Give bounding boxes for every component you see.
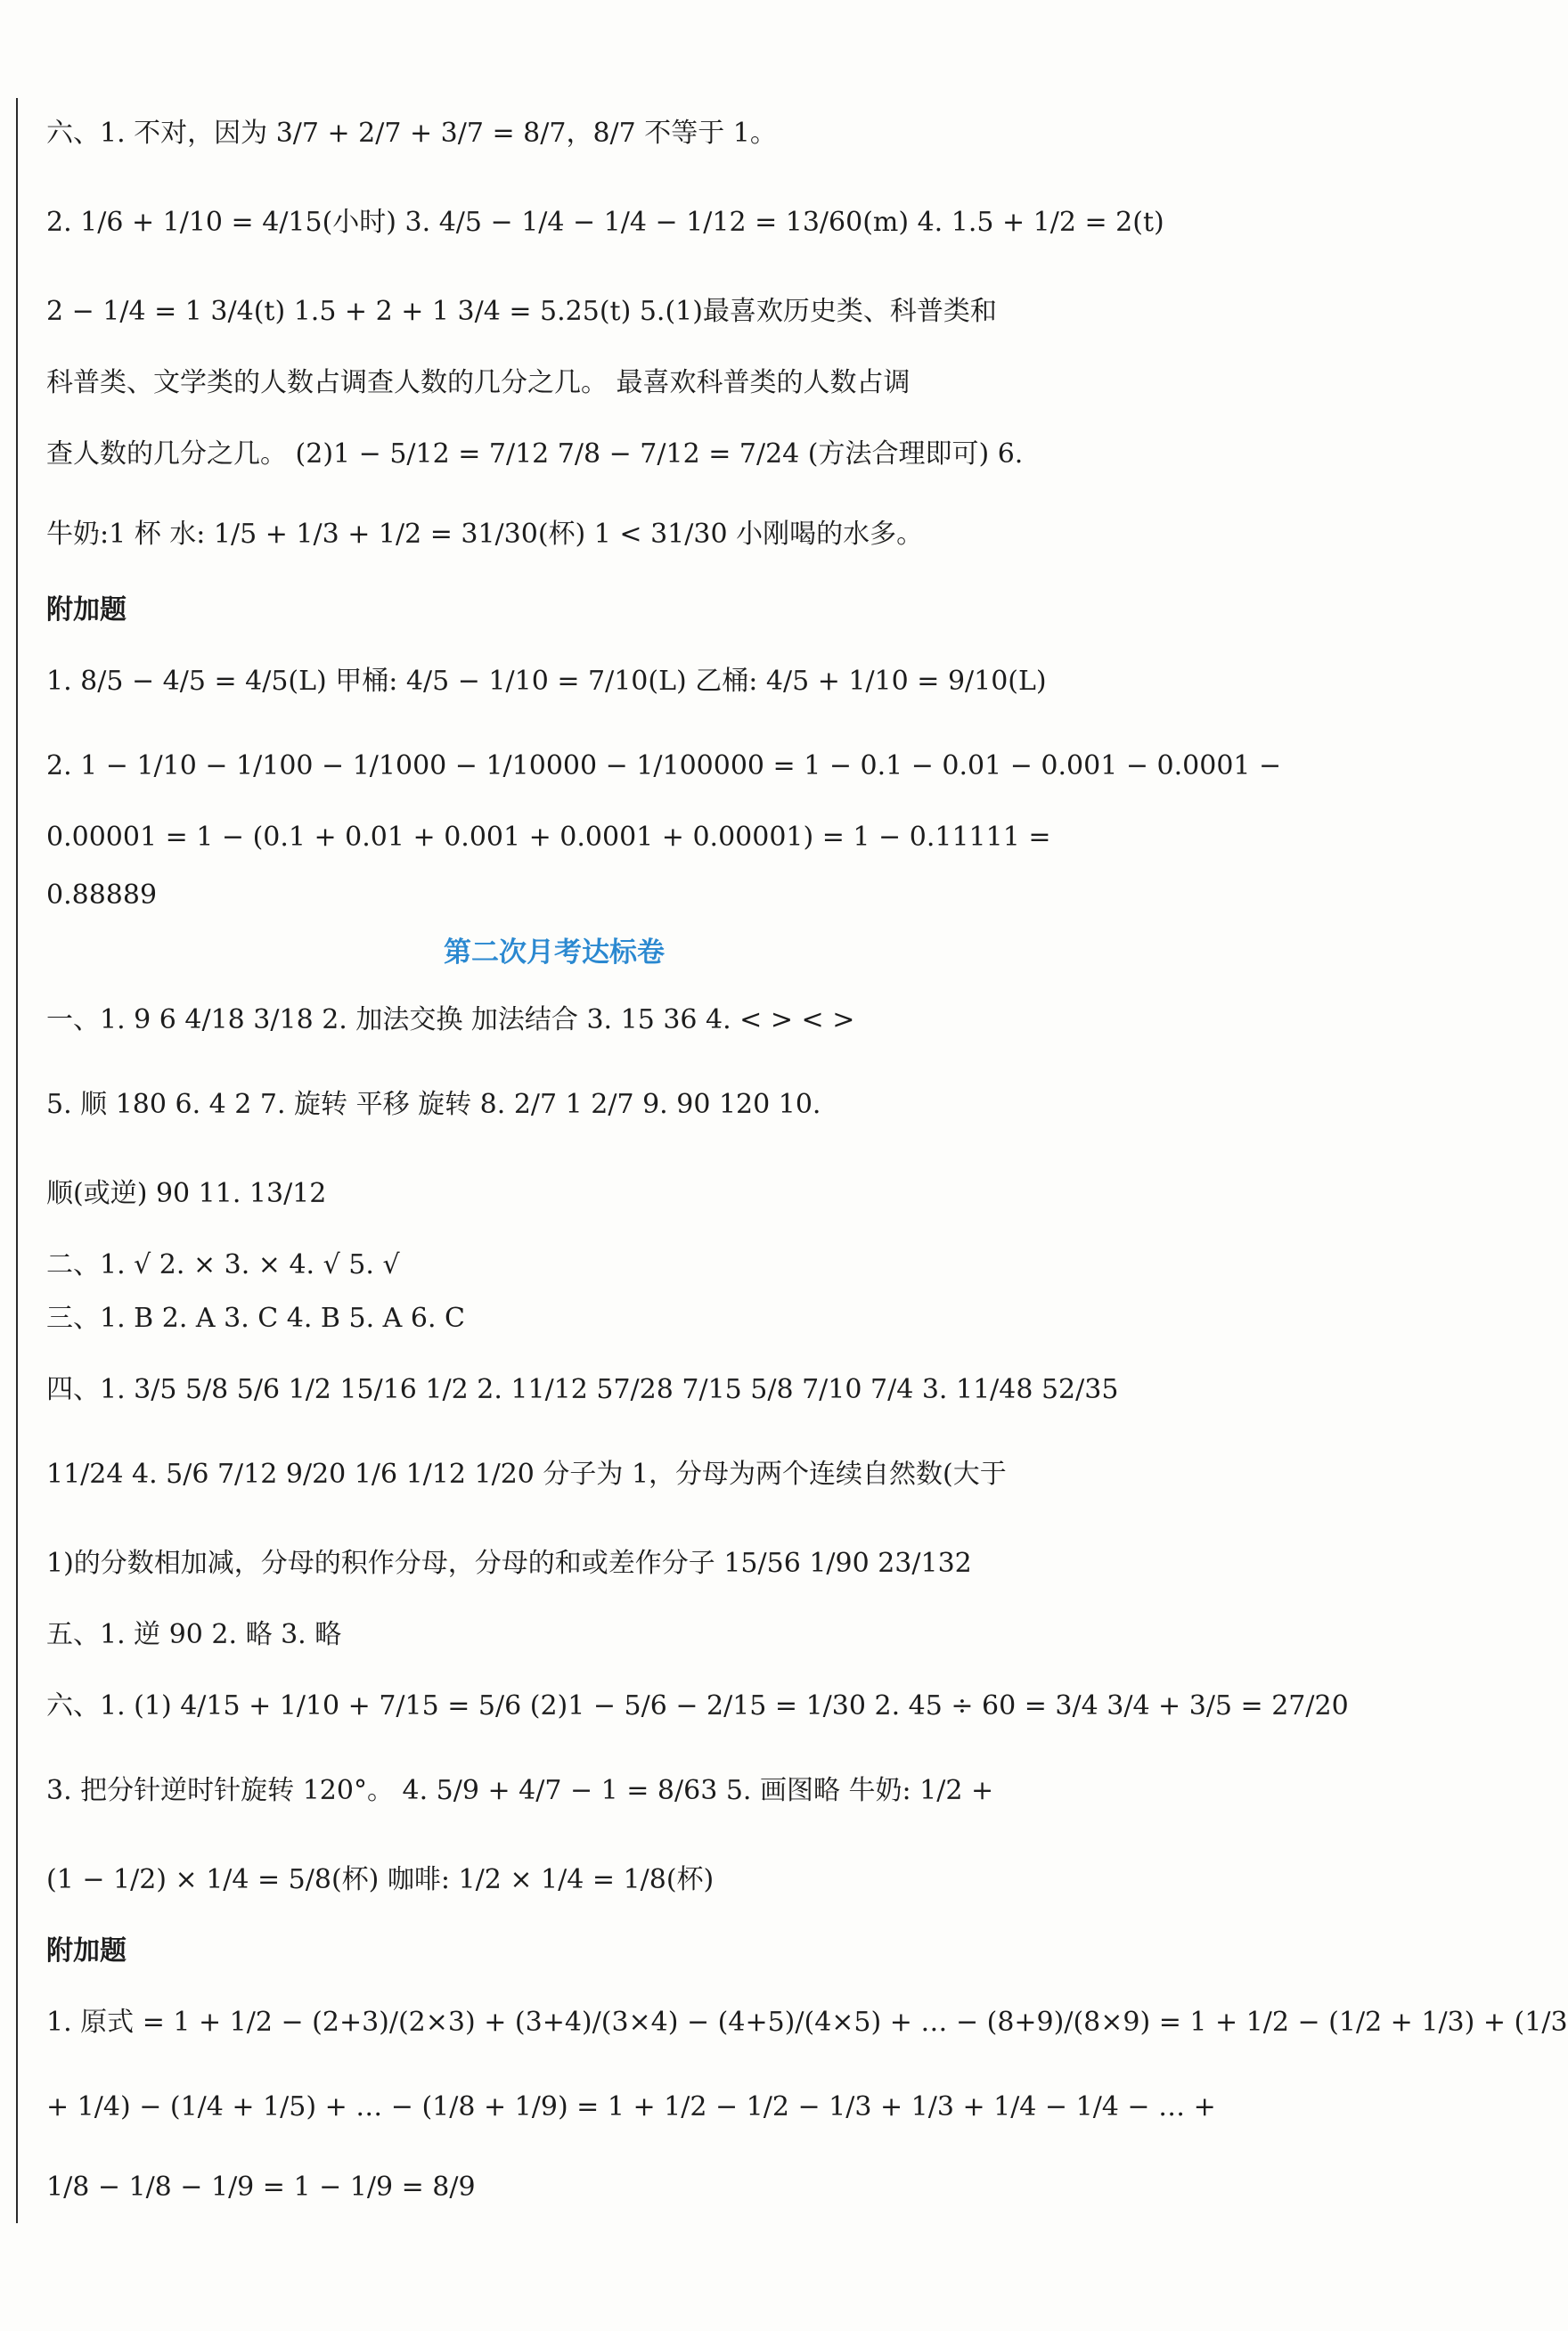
answer-line: 五、1. 逆 90 2. 略 3. 略	[46, 1619, 342, 1650]
answer-line: 科普类、文学类的人数占调查人数的几分之几。 最喜欢科普类的人数占调	[46, 367, 911, 398]
answer-line: 0.00001 = 1 − (0.1 + 0.01 + 0.001 + 0.0001 + 0.00001) = 1 − 0.11111 =	[46, 822, 1051, 853]
answer-line: 一、1. 9 6 4/18 3/18 2. 加法交换 加法结合 3. 15 36 4. < > < >	[46, 1004, 855, 1035]
answer-line: 1. 8/5 − 4/5 = 4/5(L) 甲桶: 4/5 − 1/10 = 7/10(L) 乙桶: 4/5 + 1/10 = 9/10(L)	[46, 666, 1047, 697]
answer-line: 二、1. √ 2. × 3. × 4. √ 5. √	[46, 1249, 400, 1280]
answer-line: 2. 1 − 1/10 − 1/100 − 1/1000 − 1/10000 − 1/100000 = 1 − 0.1 − 0.01 − 0.001 − 0.0001 −	[46, 750, 1282, 781]
answer-line: 顺(或逆) 90 11. 13/12	[46, 1178, 327, 1209]
answer-line: 2 − 1/4 = 1 3/4(t) 1.5 + 2 + 1 3/4 = 5.25(t) 5.(1)最喜欢历史类、科普类和	[46, 296, 997, 327]
answer-line: (1 − 1/2) × 1/4 = 5/8(杯) 咖啡: 1/2 × 1/4 = 1/8(杯)	[46, 1864, 715, 1895]
answer-line: 3. 把分针逆时针旋转 120°。 4. 5/9 + 4/7 − 1 = 8/63 5. 画图略 牛奶: 1/2 +	[46, 1775, 994, 1806]
answer-line: 1. 原式 = 1 + 1/2 − (2+3)/(2×3) + (3+4)/(3×4) − (4+5)/(4×5) + … − (8+9)/(8×9) = 1 + 1/2 − (1/2 + 1/3) + (1/3	[46, 2007, 1568, 2038]
answer-line: 六、1. 不对，因为 3/7 + 2/7 + 3/7 = 8/7，8/7 不等于 1。	[46, 118, 777, 149]
page-margin-rule	[16, 98, 18, 2223]
answer-line: 11/24 4. 5/6 7/12 9/20 1/6 1/12 1/20 分子为 1，分母为两个连续自然数(大于	[46, 1459, 1007, 1490]
section-title: 第二次月考达标卷	[444, 936, 665, 969]
answer-line: 查人数的几分之几。 (2)1 − 5/12 = 7/12 7/8 − 7/12 = 7/24 (方法合理即可) 6.	[46, 438, 1024, 470]
answer-line: 牛奶:1 杯 水: 1/5 + 1/3 + 1/2 = 31/30(杯) 1 < 31/30 小刚喝的水多。	[46, 519, 924, 550]
answer-line: 5. 顺 180 6. 4 2 7. 旋转 平移 旋转 8. 2/7 1 2/7 9. 90 120 10.	[46, 1089, 821, 1120]
section-heading: 附加题	[46, 1935, 127, 1967]
answer-line: 2. 1/6 + 1/10 = 4/15(小时) 3. 4/5 − 1/4 − 1/4 − 1/12 = 13/60(m) 4. 1.5 + 1/2 = 2(t)	[46, 207, 1164, 238]
answer-line: 四、1. 3/5 5/8 5/6 1/2 15/16 1/2 2. 11/12 57/28 7/15 5/8 7/10 7/4 3. 11/48 52/35	[46, 1374, 1119, 1405]
answer-line: 1)的分数相加减，分母的积作分母，分母的和或差作分子 15/56 1/90 23/132	[46, 1548, 972, 1579]
section-heading: 附加题	[46, 594, 127, 626]
answer-line: 六、1. (1) 4/15 + 1/10 + 7/15 = 5/6 (2)1 − 5/6 − 2/15 = 1/30 2. 45 ÷ 60 = 3/4 3/4 + 3/5 = 27/20	[46, 1690, 1349, 1722]
answer-line: 三、1. B 2. A 3. C 4. B 5. A 6. C	[46, 1303, 465, 1334]
answer-line: 0.88889	[46, 879, 158, 911]
answer-line: + 1/4) − (1/4 + 1/5) + … − (1/8 + 1/9) = 1 + 1/2 − 1/2 − 1/3 + 1/3 + 1/4 − 1/4 − … +	[46, 2091, 1216, 2122]
answer-line: 1/8 − 1/8 − 1/9 = 1 − 1/9 = 8/9	[46, 2172, 476, 2203]
